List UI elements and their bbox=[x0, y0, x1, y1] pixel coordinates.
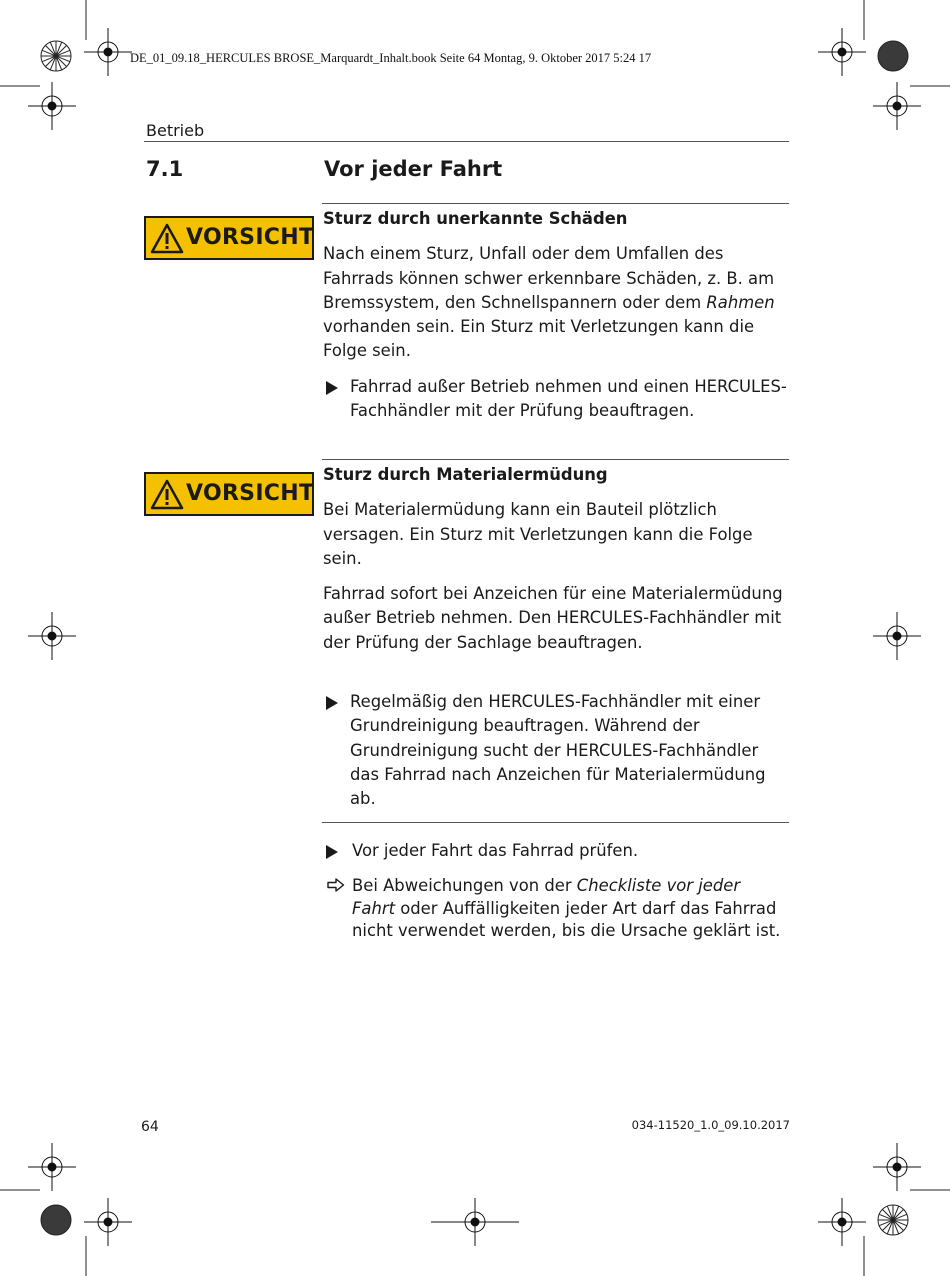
step-text: Vor jeder Fahrt das Fahrrad prüfen. bbox=[352, 841, 639, 860]
action-item bbox=[323, 690, 788, 811]
running-header: Betrieb bbox=[146, 121, 205, 140]
header-rule bbox=[144, 141, 789, 142]
step-triangle-icon bbox=[326, 845, 338, 859]
warning-divider bbox=[322, 459, 789, 460]
warning-heading: Sturz durch Materialermüdung bbox=[323, 465, 608, 484]
page-number: 64 bbox=[141, 1119, 159, 1135]
section-rule bbox=[322, 203, 789, 204]
warning-paragraph: Nach einem Sturz, Unfall oder dem Umfallen des Fahrrads können schwer erkennbare Schäden, z. B. am Bremssystem, den Schnellspannern oder dem Rahmen vorhanden sein. Ein Sturz mit Verletzungen kann die Folge sein. bbox=[323, 244, 775, 361]
warning-paragraph: Fahrrad sofort bei Anzeichen für eine Materialermüdung außer Betrieb nehmen. Den HERCULES-Fachhändler mit der Prüfung der Sachlage beauftragen. bbox=[323, 584, 783, 652]
action-text: Regelmäßig den HERCULES-Fachhändler mit einer Grundreinigung beauftragen. Während der Grundreinigung sucht der HERCULES-Fachhändler das Fahrrad nach Anzeichen für Materialermüdung ab. bbox=[350, 692, 766, 809]
action-triangle-icon bbox=[326, 696, 338, 710]
result-text: Bei Abweichungen von der Checkliste vor jeder Fahrt oder Auffälligkeiten jeder Art darf das Fahrrad nicht verwendet werden, bis die Ursache geklärt ist. bbox=[352, 876, 781, 940]
caution-badge bbox=[144, 472, 314, 516]
warning-triangle-icon bbox=[150, 223, 184, 255]
action-item bbox=[323, 375, 788, 424]
warning-paragraph: Bei Materialermüdung kann ein Bauteil plötzlich versagen. Ein Sturz mit Verletzungen kann die Folge sein. bbox=[323, 500, 753, 568]
action-text: Fahrrad außer Betrieb nehmen und einen HERCULES-Fachhändler mit der Prüfung beauftragen. bbox=[350, 377, 787, 421]
document-id: 034-11520_1.0_09.10.2017 bbox=[631, 1118, 790, 1132]
warning-triangle-icon bbox=[150, 479, 184, 511]
warning-heading: Sturz durch unerkannte Schäden bbox=[323, 209, 628, 228]
step-item bbox=[323, 839, 788, 863]
caution-label: VORSICHT bbox=[186, 481, 315, 506]
warning-text bbox=[323, 463, 788, 655]
result-arrow-icon bbox=[327, 878, 345, 892]
warning-divider bbox=[322, 822, 789, 823]
warning-text bbox=[323, 207, 788, 364]
action-triangle-icon bbox=[326, 381, 338, 395]
result-item bbox=[323, 875, 788, 943]
print-slug: DE_01_09.18_HERCULES BROSE_Marquardt_Inhalt.book Seite 64 Montag, 9. Oktober 2017 5:24 17 bbox=[130, 51, 652, 65]
section-title: Vor jeder Fahrt bbox=[324, 157, 503, 181]
caution-label: VORSICHT bbox=[186, 225, 315, 250]
section-number: 7.1 bbox=[146, 157, 184, 181]
caution-badge bbox=[144, 216, 314, 260]
